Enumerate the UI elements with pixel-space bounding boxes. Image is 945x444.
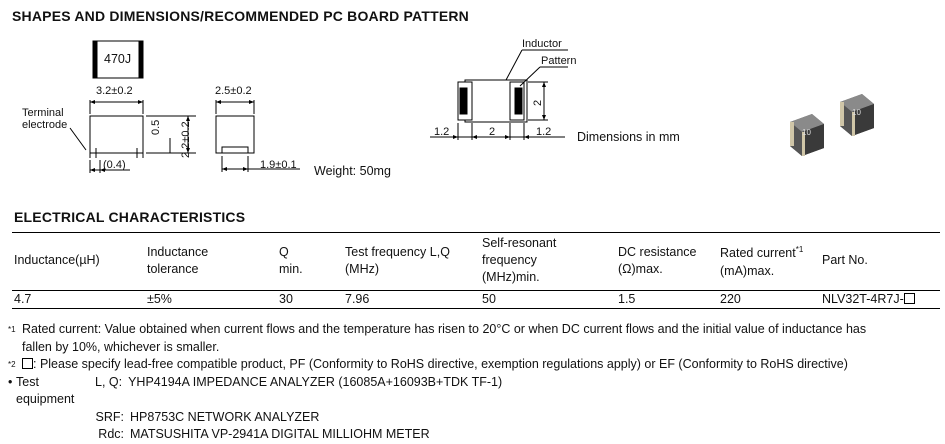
pattern-right-dimension: 1.2 <box>536 126 552 138</box>
width-dimension: 3.2±0.2 <box>96 85 133 97</box>
photo-marking-back: 10 <box>852 108 861 117</box>
placeholder-box-icon <box>22 358 33 369</box>
col-header-test-frequency: Test frequency L,Q (MHz) <box>345 244 450 276</box>
col-header-rated-current: Rated current$^{*1}$ (mA)max. <box>720 245 804 278</box>
section-heading-shapes: SHAPES AND DIMENSIONS/RECOMMENDED PC BOARD PATTERN <box>12 8 469 24</box>
cell-rated-current: 220 <box>720 292 741 306</box>
electrical-characteristics-table <box>12 232 940 309</box>
cell-tolerance: ±5% <box>147 292 172 306</box>
cell-self-resonant: 50 <box>482 292 496 306</box>
cell-dc-resistance: 1.5 <box>618 292 636 306</box>
note-lead-free: *2 : Please specify lead-free compatible product, PF (Conformity to RoHS directive, exemption regulations apply) or EF (Conformity to RoHS directive) <box>8 357 848 371</box>
col-header-part-no: Part No. <box>822 253 868 267</box>
pattern-label: Pattern <box>541 55 577 67</box>
pattern-height-dimension: 2 <box>532 99 544 106</box>
side-width-dimension: 2.5±0.2 <box>215 85 252 97</box>
test-equipment-srf: SRF: HP8753C NETWORK ANALYZER <box>95 409 320 424</box>
test-equipment-rdc: Rdc: MATSUSHITA VP-2941A DIGITAL MILLIOHM METER <box>98 427 430 441</box>
table-header-row <box>12 233 940 291</box>
terminal-electrode-label: Terminal electrode <box>22 107 68 131</box>
top-view-right-terminal <box>139 41 143 78</box>
col-header-q: Q min. <box>279 244 303 276</box>
col-header-dc-resistance: DC resistance (Ω)max. <box>618 244 697 276</box>
cell-q: 30 <box>279 292 293 306</box>
photo-marking-front: 10 <box>802 128 811 137</box>
component-marking: 470J <box>104 52 132 66</box>
note-rated-current: *1 Rated current: Value obtained when current flows and the temperature has risen to 20°C or when DC current flows and the initial value of inductance has fallen by 10%, whichever is smaller. <box>8 322 867 354</box>
height-dimension: 2.2±0.2 <box>180 121 192 158</box>
dimensions-unit-note: Dimensions in mm <box>577 130 680 144</box>
cell-part-no: NLV32T-4R7J- <box>820 291 940 309</box>
product-photo <box>780 90 890 170</box>
col-header-inductance: Inductance(µH) <box>14 253 100 267</box>
cell-inductance: 4.7 <box>14 292 32 306</box>
placeholder-box-icon <box>904 293 915 304</box>
inductor-label: Inductor <box>522 38 562 50</box>
terminal-height-dimension: 0.5 <box>150 119 162 135</box>
top-view-left-terminal <box>93 41 97 78</box>
table-row <box>12 291 940 309</box>
terminal-width-dimension: (0.4) <box>103 159 126 171</box>
col-header-self-resonant: Self-resonant frequency (MHz)min. <box>482 236 557 284</box>
cell-test-frequency: 7.96 <box>345 292 370 306</box>
pattern-left-dimension: 1.2 <box>434 126 450 138</box>
weight-label: Weight: 50mg <box>314 164 391 178</box>
section-heading-electrical: ELECTRICAL CHARACTERISTICS <box>14 209 246 225</box>
test-equipment-lq: • Test equipment L, Q: YHP4194A IMPEDANCE ANALYZER (16085A+16093B+TDK TF-1) <box>8 374 503 406</box>
pattern-center-dimension: 2 <box>489 126 496 138</box>
side-bottom-dimension: 1.9±0.1 <box>260 159 297 171</box>
col-header-tolerance: Inductance tolerance <box>147 244 209 276</box>
notes-section <box>8 321 938 444</box>
front-view-body <box>90 116 143 153</box>
